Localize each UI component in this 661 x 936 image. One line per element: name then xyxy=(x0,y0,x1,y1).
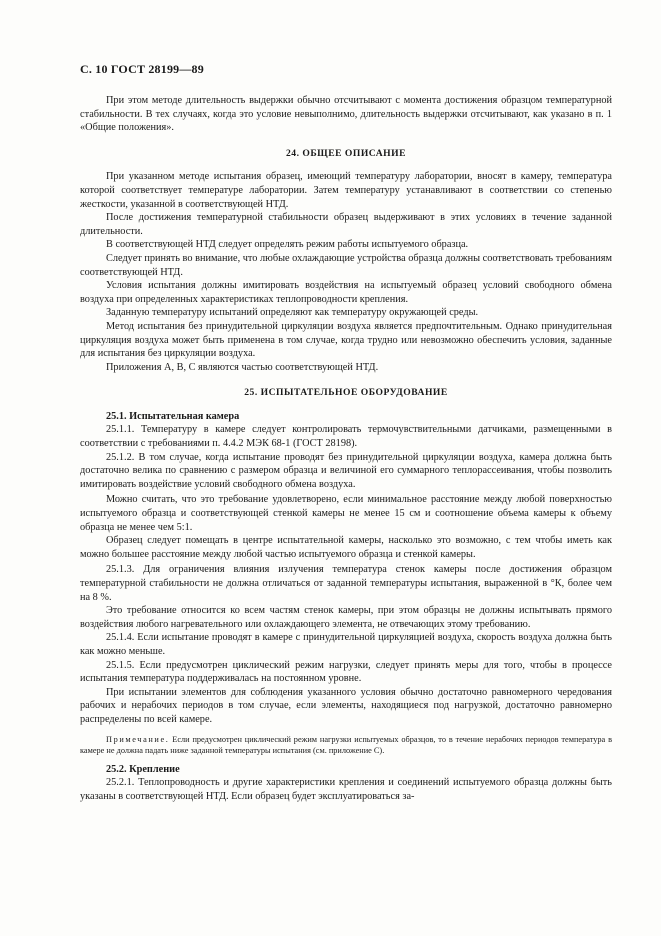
paragraph: Метод испытания без принудительной циркуляции воздуха является предпочтительным. Однако принудительная циркуляция воздуха может быть применена в том случае, когда трудно или невозможно обеспечить условия, заданные для испытания без циркуляции воздуха. xyxy=(80,320,612,360)
note xyxy=(80,734,612,757)
paragraph: Приложения А, В, С являются частью соответствующей НТД. xyxy=(106,361,379,373)
paragraph: При испытании элементов для соблюдения указанного условия обычно достаточно равномерного чередования рабочих и нерабочих периодов в том случае, если элементы, находящиеся под нагрузкой, достаточно равномерно распределены по всей камере. xyxy=(80,686,612,725)
subsection-25-2-heading: 25.2. Крепление xyxy=(106,763,180,775)
document-body xyxy=(80,94,612,804)
paragraph: При указанном методе испытания образец, имеющий температуру лаборатории, вносят в камеру, температура которой соответствует температуре лаборатории. Затем температуру устанавливают в соответствии со степенью жесткости, указанной в соответствующей НТД. xyxy=(80,171,612,210)
paragraph: Это требование относится ко всем частям стенок камеры, при этом образцы не должны испытывать прямого воздействия любого нагревательного или охлаждающего элемента, не отвечающих этому требованию. xyxy=(80,605,612,630)
paragraph: После достижения температурной стабильности образец выдерживают в этих условиях в течение заданной длительности. xyxy=(80,212,612,237)
section-25-heading: 25. ИСПЫТАТЕЛЬНОЕ ОБОРУДОВАНИЕ xyxy=(244,387,448,399)
paragraph: 25.1.4. Если испытание проводят в камере с принудительной циркуляцией воздуха, скорость воздуха должна быть как можно меньше. xyxy=(80,632,612,657)
note-text: Если предусмотрен циклический режим нагрузки испытуемых образцов, то в течение нерабочих периодов температура в камере не должна падать ниже заданной температуры испытания (см. приложение С). xyxy=(80,734,612,756)
paragraph: 25.2.1. Теплопроводность и другие характеристики крепления и соединений испытуемого образца должны быть указаны в соответствующей НТД. Если образец будет эксплуатироваться за- xyxy=(80,777,612,802)
paragraph: Заданную температуру испытаний определяют как температуру окружающей среды. xyxy=(106,307,479,319)
paragraph: 25.1.2. В том случае, когда испытание проводят без принудительной циркуляции воздуха, камера должна быть достаточно велика по сравнению с размером образца и величиной его суммарного теплорассеивания, чтобы позволить имитировать воздействие условий свободного обмена воздуха. xyxy=(80,451,612,490)
paragraph: В соответствующей НТД следует определять режим работы испытуемого образца. xyxy=(106,239,469,251)
intro-paragraph: При этом методе длительность выдержки обычно отсчитывают с момента достижения образцом температурной стабильности. В тех случаях, когда это условие невыполнимо, длительность выдержки отсчитывают, как указано в п. 1 «Общие положения». xyxy=(80,95,612,134)
subsection-25-1-heading: 25.1. Испытательная камера xyxy=(106,410,240,422)
paragraph: 25.1.3. Для ограничения влияния излучения температура стенок камеры после достижения образцом температурной стабильности не должна отличаться от заданной температуры испытания, выраженной в °К, более чем на 8 %. xyxy=(80,564,612,603)
paragraph: 25.1.1. Температуру в камере следует контролировать термочувствительными датчиками, размещенными в соответствии с требованиями п. 4.4.2 МЭК 68-1 (ГОСТ 28198). xyxy=(80,424,612,450)
paragraph: 25.1.5. Если предусмотрен циклический режим нагрузки, следует принять меры для того, чтобы в процессе испытания температура поддерживалась на постоянном уровне. xyxy=(80,659,612,685)
note-label: Примечание. xyxy=(106,734,170,744)
paragraph: Условия испытания должны имитировать воздействия на испытуемый образец условий свободного обмена воздуха при определенных характеристиках теплопроводности крепления. xyxy=(80,280,612,305)
paragraph: Следует принять во внимание, что любые охлаждающие устройства образца должны соответствовать требованиям соответствующей НТД. xyxy=(80,252,612,278)
page-header: С. 10 ГОСТ 28199—89 xyxy=(80,62,204,76)
paragraph: Можно считать, что это требование удовлетворено, если минимальное расстояние между любой поверхностью испытуемого образца и соответствующей стенкой камеры не менее 15 см и соотношение объема камеры к объему образца не менее чем 5:1. xyxy=(80,494,612,533)
paragraph: Образец следует помещать в центре испытательной камеры, насколько это возможно, с тем чтобы иметь как можно большее расстояние между любой частью испытуемого образца и стенкой камеры. xyxy=(80,535,612,560)
section-24-heading: 24. ОБЩЕЕ ОПИСАНИЕ xyxy=(285,147,407,159)
